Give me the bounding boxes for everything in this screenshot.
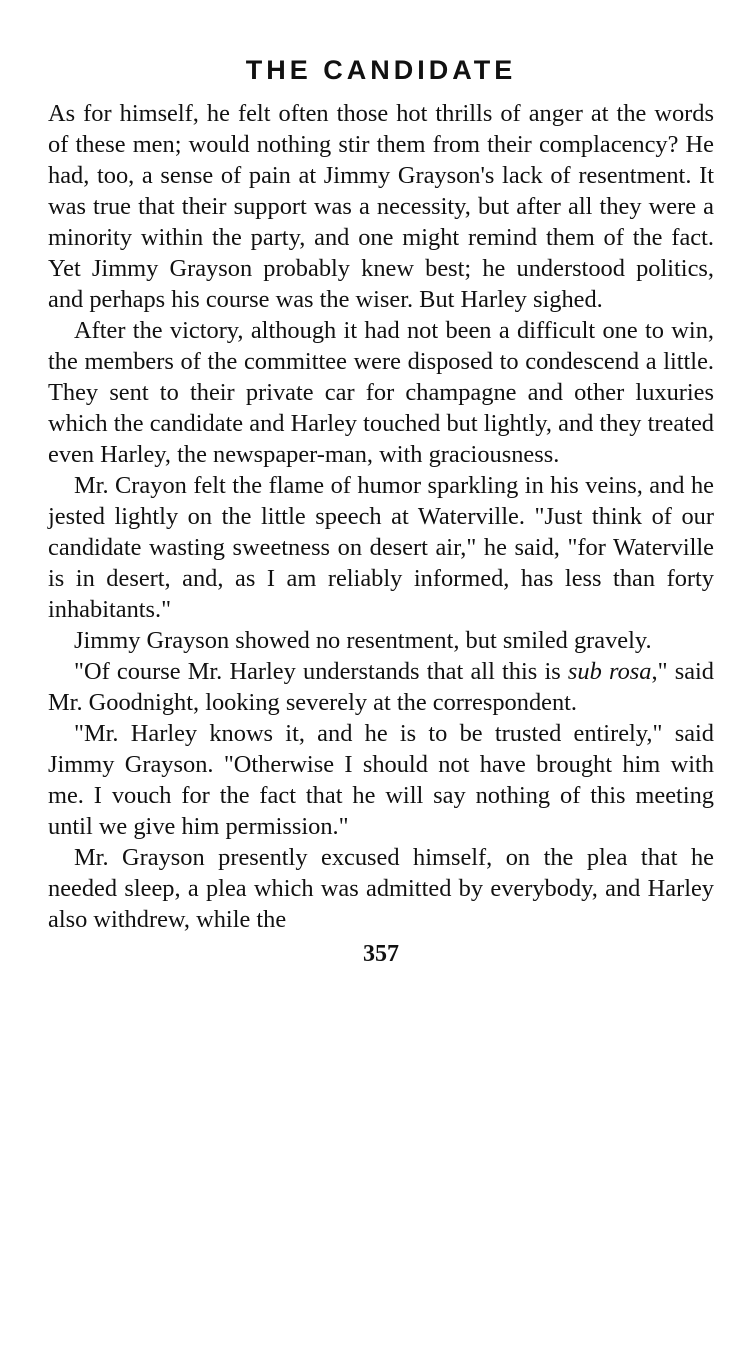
- paragraph-7: Mr. Grayson presently excused himself, on the plea that he needed sleep, a plea which was admitted by everybody, and Harley also withdrew, while the: [48, 844, 714, 933]
- running-head: THE CANDIDATE: [245, 55, 517, 85]
- paragraph-6: "Mr. Harley knows it, and he is to be trusted entirely," said Jimmy Grayson. "Otherwise I should not have brought him with me. I vouch for the fact that he will say nothing of this meeting until we give him permission.": [48, 720, 714, 840]
- paragraph-5: [48, 656, 714, 718]
- paragraph-4: Jimmy Grayson showed no resentment, but smiled gravely.: [74, 627, 652, 654]
- paragraph-5-italic: sub rosa: [567, 658, 652, 685]
- page-number: 357: [363, 941, 399, 967]
- book-page: [48, 48, 714, 969]
- paragraph-5-before: "Of course Mr. Harley understands that all this is: [74, 658, 568, 685]
- paragraph-3: Mr. Crayon felt the flame of humor sparkling in his veins, and he jested lightly on the little speech at Waterville. "Just think of our candidate wasting sweetness on desert air," he said, "for Waterville is in desert, and, as I am reliably informed, has less than forty inhabitants.": [48, 472, 714, 623]
- paragraph-2: After the victory, although it had not been a difficult one to win, the members of the committee were disposed to condescend a little. They sent to their private car for champagne and other luxuries which the candidate and Harley touched but lightly, and they treated even Harley, the newspaper-man, with graciousness.: [48, 317, 714, 468]
- paragraph-5-after: ," said Mr. Goodnight, looking severely at the correspondent.: [48, 658, 714, 716]
- body-text: [48, 98, 714, 935]
- paragraph-1: As for himself, he felt often those hot thrills of anger at the words of these men; would nothing stir them from their complacency? He had, too, a sense of pain at Jimmy Grayson's lack of resentment. It was true that their support was a necessity, but after all they were a minority within the party, and one might remind them of the fact. Yet Jimmy Grayson probably knew best; he understood politics, and perhaps his course was the wiser. But Harley sighed.: [48, 100, 714, 313]
